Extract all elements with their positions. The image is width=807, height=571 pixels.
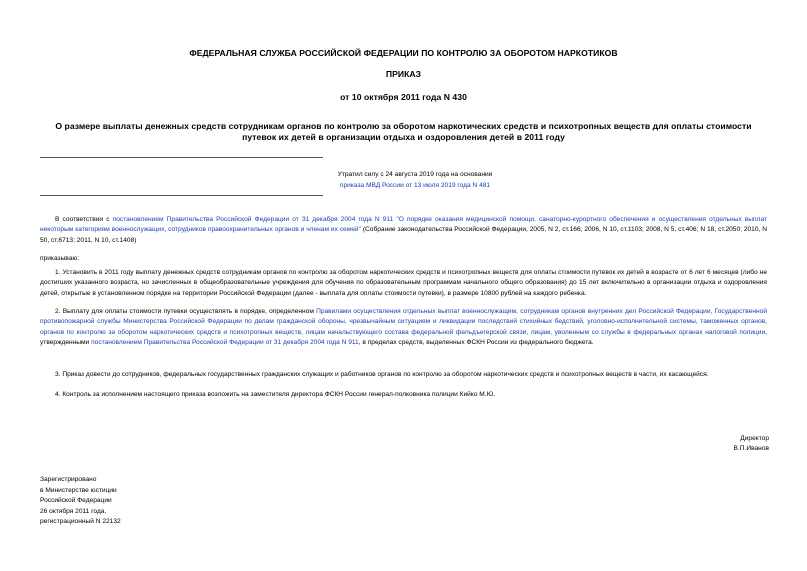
divider-top — [40, 157, 323, 158]
item-2-text-3: , в пределах средств, выделенных ФСКН России из федерального бюджета. — [358, 338, 594, 346]
document-date-number: от 10 октября 2011 года N 430 — [340, 92, 467, 102]
item-1-text: 1. Установить в 2011 году выплату денежных средств сотрудникам органов по контролю за оборотом наркотических средств и психотропных веществ для оплаты стоимости путевок их детей в возрасте от 6 лет 6 месяцев (либо не достигших указанного возраста, но зачисленных в общеобразовательные учреждения для обучения по образовательным программам начального общего образования) до 15 лет включительно в организации отдыха и оздоровления детей, открытые в установленном порядке на территории Российской Федерации (далее - выплата для оплаты стоимости путевки), в размере 10800 рублей на каждого ребенка. — [40, 269, 767, 297]
registration-line: в Министерстве юстиции — [40, 487, 117, 494]
item-2-text-2: , утвержденными — [40, 328, 767, 346]
registration-line: 26 октября 2011 года, — [40, 508, 107, 515]
item-2 — [40, 307, 767, 348]
registration-line: Зарегистрировано — [40, 476, 97, 483]
preamble-text-2: (Собрание законодательства Российской Федерации, 2005, N 2, ст.166; 2006, N 10, ст.1103; 2008, N 5, ст.406; N 18, ст.2050; 2010, N 50, ст.6713; 2011, N 10, ст.1408) — [40, 226, 767, 244]
document-title: О размере выплаты денежных средств сотрудникам органов по контролю за оборотом наркотических средств и психотропных веществ для оплаты стоимости путевок их детей в организации отдыха и оздоровления детей в 2011 году — [55, 121, 752, 142]
item-2-link-rules[interactable]: Правилами осуществления отдельных выплат военнослужащим, сотрудникам органов внутренних дел Российской Федерации, Государственной противопожарной службы Министерства Российской Федерации по делам гражданской обороны, чрезвычайным ситуациям и ликвидации последствий стихийных бедствий, уголовно-исполнительной системы, таможенных органов, органов по контролю за оборотом наркотических средств и психотропных веществ, лицам начальствующего состава федеральной фельдъегерской связи, лицам, уволенным со службы в федеральных органах налоговой полиции — [40, 308, 767, 336]
item-3-text: 3. Приказ довести до сотрудников, федеральных государственных гражданских служащих и работников органов по контролю за оборотом наркотических средств и психотропных веществ в части, их касающейся. — [55, 371, 709, 378]
item-1 — [40, 268, 767, 299]
item-4 — [40, 390, 767, 400]
lost-force-link[interactable]: приказа МВД России от 13 июля 2019 года N 481 — [339, 182, 491, 189]
item-3 — [40, 370, 767, 380]
signature-name: В.П.Иванов — [733, 445, 769, 452]
item-2-link-decree-911[interactable]: постановлением Правительства Российской Федерации от 31 декабря 2004 года N 911 — [91, 338, 359, 346]
item-4-text: 4. Контроль за исполнением настоящего приказа возложить на заместителя директора ФСКН России генерал-полковника полиции Кийко М.Ю. — [55, 391, 496, 398]
item-2-text-1: 2. Выплату для оплаты стоимости путевки осуществлять в порядке, определенном — [55, 308, 317, 315]
agency-name: ФЕДЕРАЛЬНАЯ СЛУЖБА РОССИЙСКОЙ ФЕДЕРАЦИИ ПО КОНТРОЛЮ ЗА ОБОРОТОМ НАРКОТИКОВ — [189, 48, 618, 58]
preamble-paragraph — [40, 215, 767, 246]
preamble-text-1: В соответствии с — [55, 216, 113, 223]
registration-line: регистрационный N 22132 — [40, 518, 121, 525]
divider-bottom — [40, 195, 323, 196]
preamble-link-decree-911[interactable]: постановлением Правительства Российской Федерации от 31 декабря 2004 года N 911 "О порядке оказания медицинской помощи, санаторно-курортного обеспечения и осуществления отдельных выплат некоторым категориям военнослужащих, сотрудников правоохранительных органов и членам их семей" — [40, 216, 768, 234]
signature-position: Директор — [740, 435, 769, 442]
resolve-word: приказываю: — [40, 255, 80, 262]
document-type: ПРИКАЗ — [385, 69, 422, 79]
lost-force-note: Утратил силу с 24 августа 2019 года на основании — [337, 171, 493, 178]
registration-line: Российской Федерации — [40, 497, 112, 504]
